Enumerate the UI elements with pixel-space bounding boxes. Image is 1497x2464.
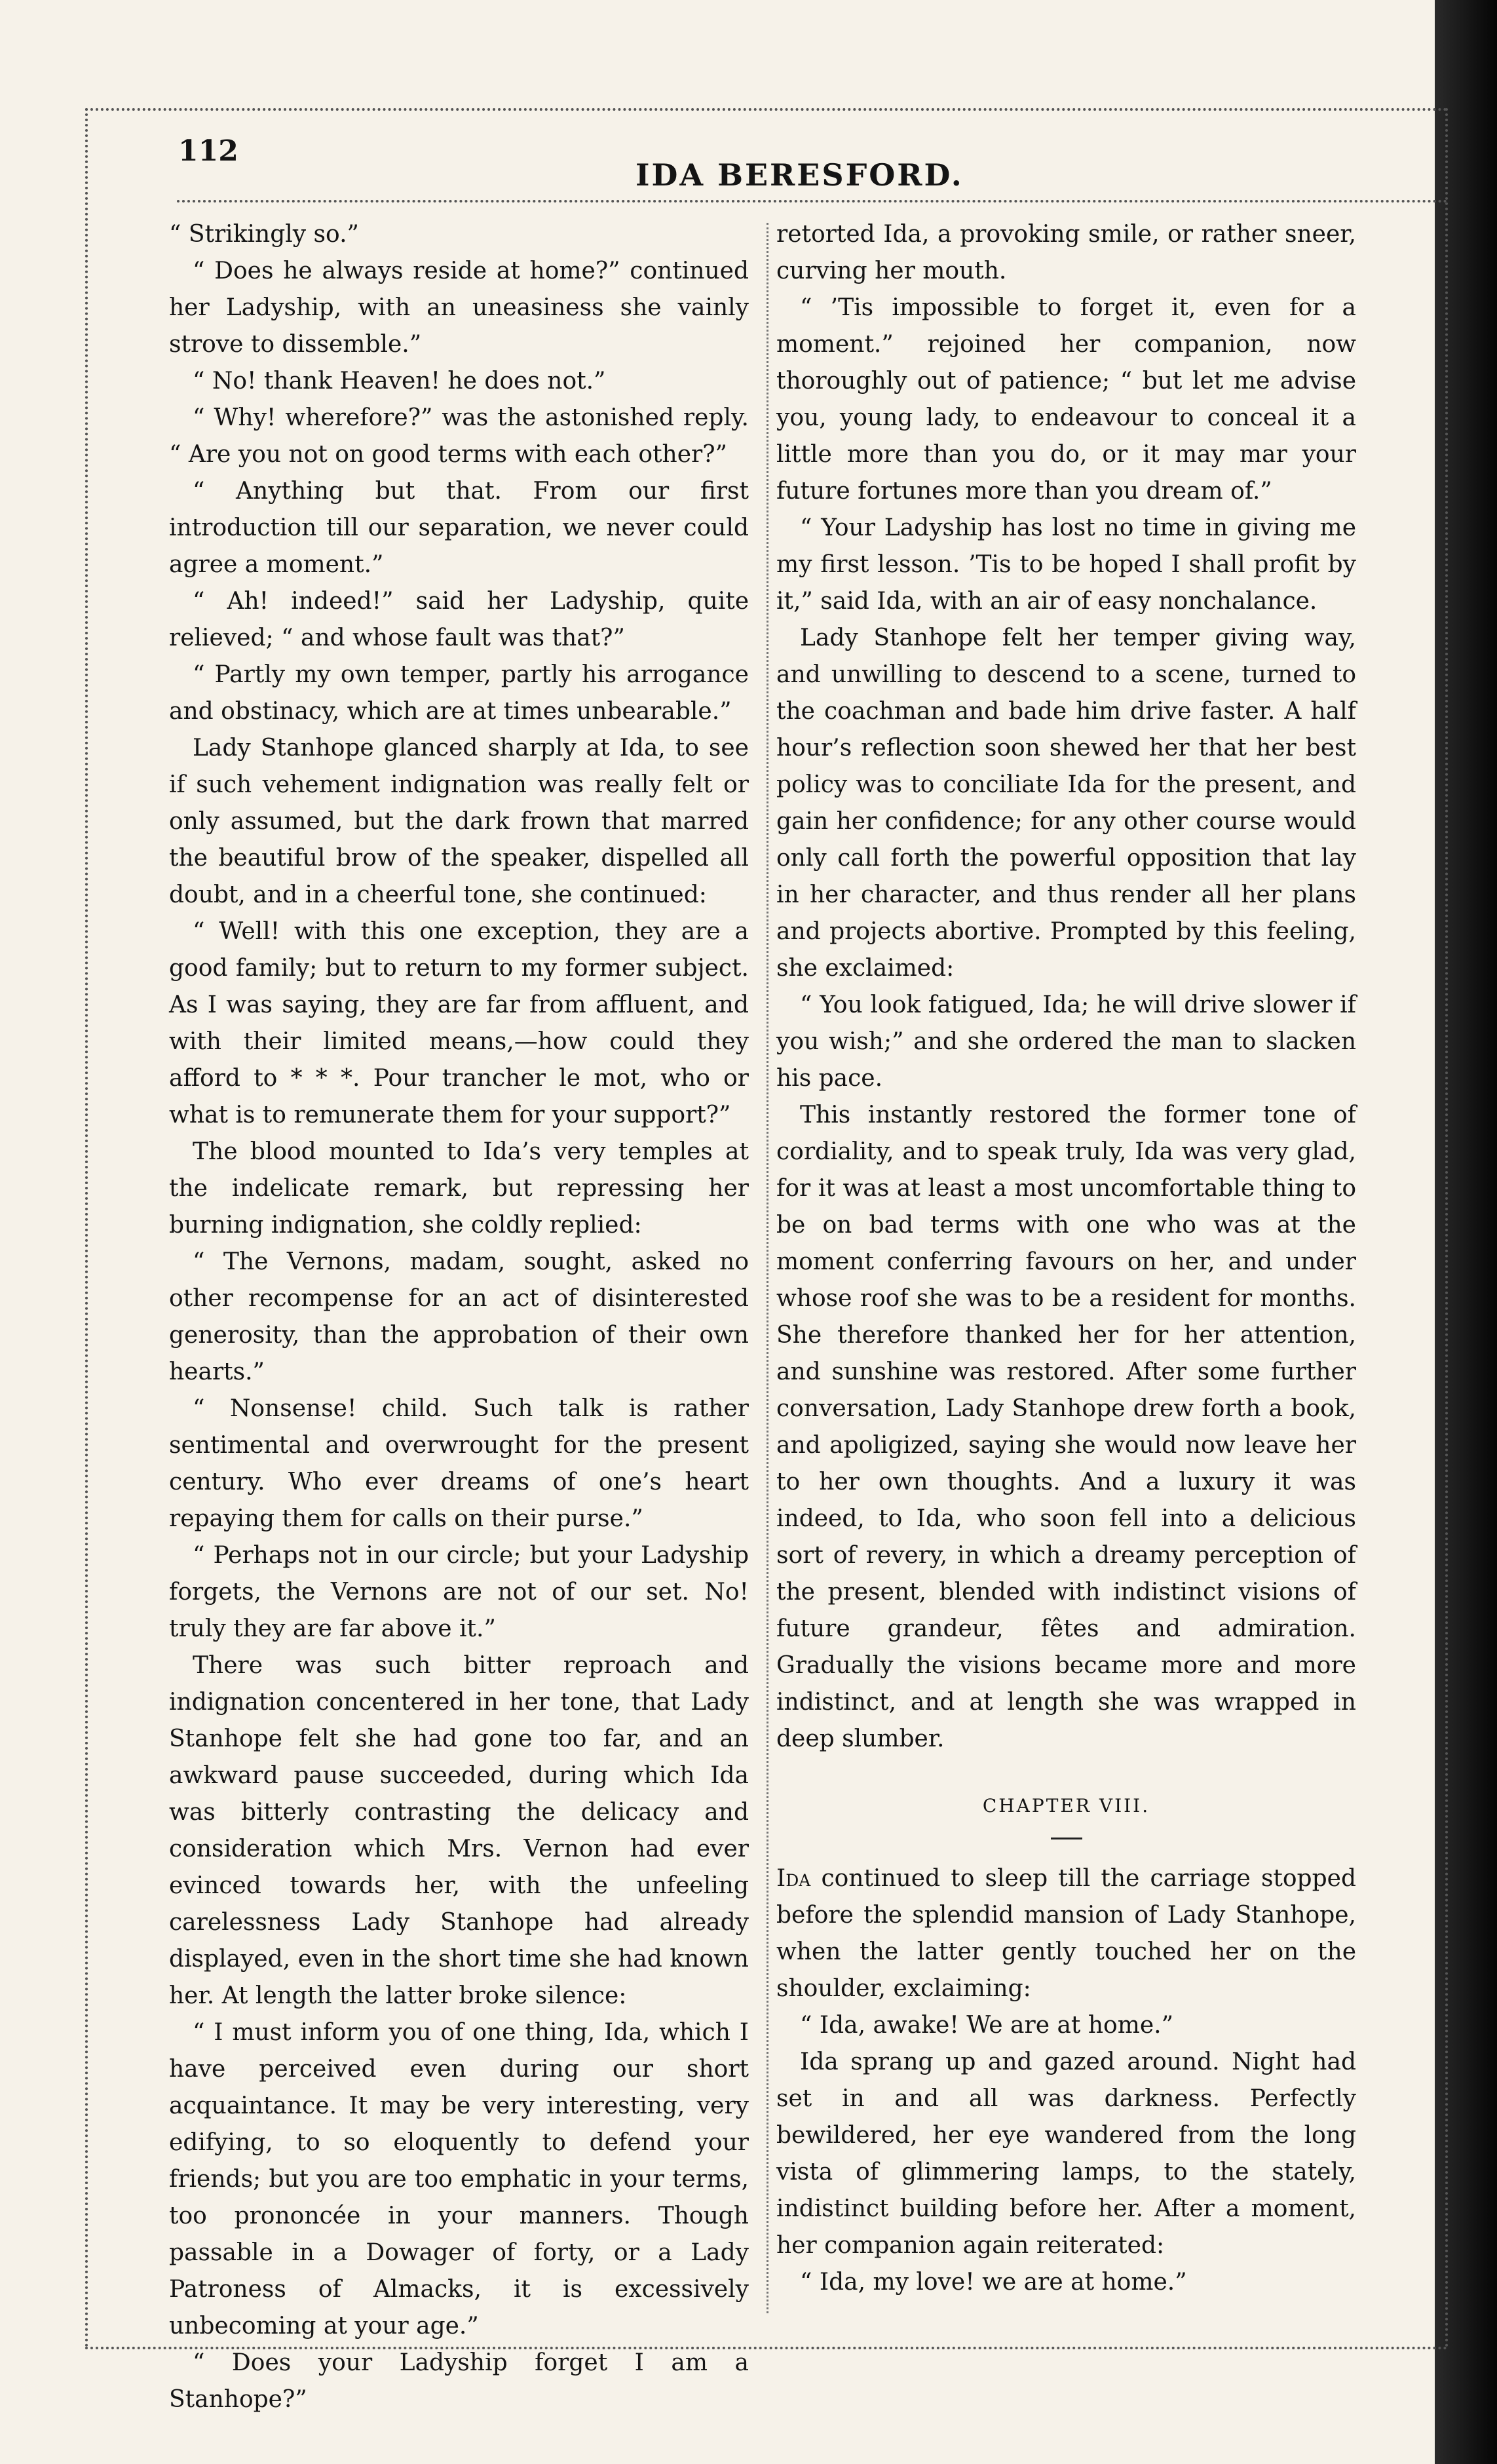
header-rule [177,200,1448,202]
chapter-opening-paragraph [776,1860,1356,2007]
paragraph: “ Strikingly so.” [169,221,359,248]
running-title: IDA BERESFORD. [635,157,964,193]
paragraph: “ I must inform you of one thing, Ida, which I have perceived even during our short acquaintance. It may be very interesting, very edifying, to so eloquently to defend your friends; but you are too emphatic in your terms, too prononcée in your manners. Though passable in a Dowager of forty, or a Lady Patroness of Almacks, it is excessively unbecoming at your age.” [169,2019,749,2339]
paragraph: “ Anything but that. From our first introduction till our separation, we never could agree a moment.” [169,478,749,578]
paragraph: “ Ah! indeed!” said her Ladyship, quite relieved; “ and whose fault was that?” [169,588,749,651]
paragraph: retorted Ida, a provoking smile, or rather sneer, curving her mouth. [776,221,1356,284]
paragraph: “ Why! wherefore?” was the astonished reply. “ Are you not on good terms with each other?” [169,404,749,468]
chapter-rule [1051,1838,1082,1839]
paragraph: “ ’Tis impossible to forget it, even for a moment.” rejoined her companion, now thoroughly out of patience; “ but let me advise you, young lady, to endeavour to conceal it a little more than you do, or it may mar your future fortunes more than you dream of.” [776,294,1356,505]
paragraph: Lady Stanhope glanced sharply at Ida, to see if such vehement indignation was really felt or only assumed, but the dark frown that marred the beautiful brow of the speaker, dispelled all doubt, and in a cheerful tone, she continued: [169,735,749,908]
paragraph: “ No! thank Heaven! he does not.” [193,368,606,395]
paragraph: “ Perhaps not in our circle; but your Ladyship forgets, the Vernons are not of our set. No! truly they are far above it.” [169,1542,749,1642]
chapter-first-word: Ida [776,1865,811,1892]
page-number: 112 [178,134,238,168]
paragraph: Ida sprang up and gazed around. Night had set in and all was darkness. Perfectly bewildered, her eye wandered from the long vista of glimmering lamps, to the stately, indistinct building before her. After a moment, her companion again reiterated: [776,2049,1356,2259]
paragraph: There was such bitter reproach and indignation concentered in her tone, that Lady Stanhope felt she had gone too far, and an awkward pause succeeded, during which Ida was bitterly contrasting the delicacy and consideration which Mrs. Vernon had ever evinced towards her, with the unfeeling carelessness Lady Stanhope had already displayed, even in the short time she had known her. At length the latter broke silence: [169,1652,749,2009]
paragraph: “ Does he always reside at home?” continued her Ladyship, with an uneasiness she vainly strove to dissemble.” [169,258,749,358]
paragraph: The blood mounted to Ida’s very temples at the indelicate remark, but repressing her burning indignation, she coldly replied: [169,1138,749,1239]
chapter-first-paragraph-text: continued to sleep till the carriage stopped before the splendid mansion of Lady Stanhope, when the latter gently touched her on the shoulder, exclaiming: [776,1865,1356,2002]
column-divider [767,223,768,2313]
paragraph: Lady Stanhope felt her temper giving way, and unwilling to descend to a scene, turned to the coachman and bade him drive faster. A half hour’s reflection soon shewed her that her best policy was to conciliate Ida for the present, and gain her confidence; for any other course would only call forth the powerful opposition that lay in her character, and thus render all her plans and projects abortive. Prompted by this feeling, she exclaimed: [776,625,1356,982]
paragraph: “ You look fatigued, Ida; he will drive slower if you wish;” and she ordered the man to slacken his pace. [776,991,1356,1092]
paragraph: “ The Vernons, madam, sought, asked no other recompense for an act of disinterested generosity, than the approbation of their own hearts.” [169,1248,749,1385]
left-column [169,216,749,2418]
paragraph: “ Ida, my love! we are at home.” [800,2269,1187,2296]
paragraph: “ Does your Ladyship forget I am a Stanhope?” [169,2349,749,2413]
right-column [776,216,1356,2301]
paragraph: “ Partly my own temper, partly his arrogance and obstinacy, which are at times unbearable.” [169,661,749,725]
paragraph: “ Well! with this one exception, they are a good family; but to return to my former subject. As I was saying, they are far from affluent, and with their limited means,—how could they afford to * * *. Pour trancher le mot, who or what is to remunerate them for your support?” [169,918,749,1128]
paragraph: “ Ida, awake! We are at home.” [800,2012,1173,2039]
chapter-heading: CHAPTER VIII. [982,1795,1150,1817]
paragraph: “ Nonsense! child. Such talk is rather sentimental and overwrought for the present century. Who ever dreams of one’s heart repaying them for calls on their purse.” [169,1395,749,1532]
paragraph: This instantly restored the former tone of cordiality, and to speak truly, Ida was very glad, for it was at least a most uncomfortable thing to be on bad terms with one who was at the moment conferring favours on her, and under whose roof she was to be a resident for months. She therefore thanked her for her attention, and sunshine was restored. After some further conversation, Lady Stanhope drew forth a book, and apoligized, saying she would now leave her to her own thoughts. And a luxury it was indeed, to Ida, who soon fell into a delicious sort of revery, in which a dreamy perception of the present, blended with indistinct visions of future grandeur, fêtes and admiration. Gradually the visions became more and more indistinct, and at length she was wrapped in deep slumber. [776,1102,1356,1752]
paragraph: “ Your Ladyship has lost no time in giving me my first lesson. ’Tis to be hoped I shall profit by it,” said Ida, with an air of easy nonchalance. [776,514,1356,615]
